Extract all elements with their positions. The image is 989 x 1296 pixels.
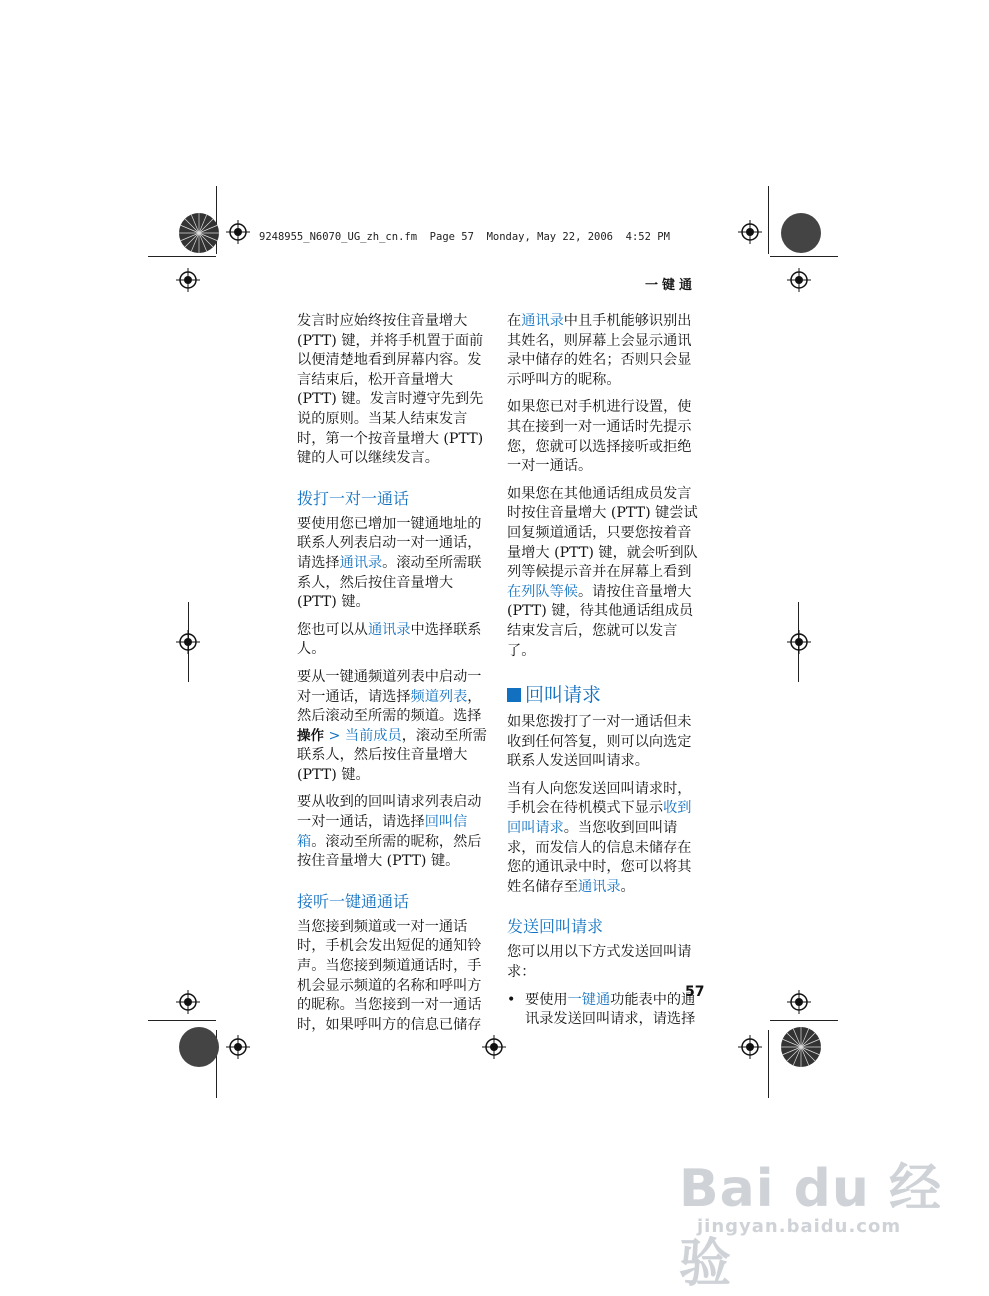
crop-mark <box>768 1030 769 1098</box>
paragraph <box>297 793 493 871</box>
paragraph <box>297 668 493 786</box>
registration-mark-icon <box>787 268 811 292</box>
text: 中选择联系人。 <box>297 621 482 658</box>
right-column <box>507 312 701 1038</box>
text: 。 <box>620 878 635 895</box>
watermark-url: jingyan.baidu.com <box>697 1216 902 1237</box>
link-contacts[interactable]: 通讯录 <box>367 621 411 638</box>
text: 要从一键通频道列表中启动一对一通话，请选择 <box>297 668 482 705</box>
file-info-header: 9248955_N6070_UG_zh_cn.fm Page 57 Monday, May 22, 2006 4:52 PM <box>259 231 670 243</box>
text: 。请按住音量增大 (PTT) 键，待其他通话组成员结束发言后，您就可以发言了。 <box>507 583 694 659</box>
paragraph <box>297 621 493 660</box>
menu-separator: > <box>324 727 345 744</box>
square-bullet-icon <box>507 688 521 702</box>
link-ptt[interactable]: 一键通 <box>567 991 611 1008</box>
sunburst-mark-icon <box>780 212 822 254</box>
text: 。滚动至所需的昵称，然后按住音量增大 (PTT) 键。 <box>297 833 482 870</box>
registration-mark-icon <box>176 990 200 1014</box>
registration-mark-icon <box>738 1035 762 1059</box>
paragraph: 如果您已对手机进行设置，使其在接到一对一通话时先提示您，您就可以选择接听或拒绝一对一通话。 <box>507 399 692 475</box>
watermark-brand: Bai du 经验 <box>679 1159 942 1294</box>
crop-mark <box>148 1020 216 1021</box>
paragraph <box>507 780 701 898</box>
link-callback-received[interactable]: 收到回叫请求 <box>507 800 692 837</box>
text: ，然后滚动至所需的频道。选择 <box>297 688 482 725</box>
bullet-icon: • <box>507 991 516 1008</box>
section-heading-one-to-one: 拨打一对一通话 <box>297 488 410 508</box>
link-channel-list[interactable]: 频道列表 <box>410 688 468 705</box>
sunburst-mark-icon <box>780 1026 822 1068</box>
text: 如果您在其他通话组成员发言时按住音量增大 (PTT) 键尝试回复频道通话，只要您按着音量增大 (PTT) 键，就会听到队列等候提示音并在屏幕上看到 <box>507 485 698 581</box>
text: 。滚动至所需联系人，然后按住音量增大 (PTT) 键。 <box>297 554 482 611</box>
heading-text: 回叫请求 <box>525 684 602 707</box>
paragraph: 发言时应始终按住音量增大 (PTT) 键，并将手机置于面前以便清楚地看到屏幕内容。发言结束后，松开音量增大 (PTT) 键。发言时遵守先到先说的原则。当某人结束发言时，第一个按音量增大 (PTT) 键的人可以继续发言。 <box>297 313 484 467</box>
paragraph <box>507 485 701 661</box>
paragraph: 当您接到频道或一对一通话时，手机会发出短促的通知铃声。当您接到频道通话时，手机会显示频道的名称和呼叫方的昵称。当您接到一对一通话时，如果呼叫方的信息已储存 <box>297 918 482 1033</box>
registration-mark-icon <box>226 220 250 244</box>
text: 要使用 <box>525 991 568 1008</box>
text: 当有人向您发送回叫请求时，手机会在待机模式下显示 <box>507 780 692 817</box>
registration-mark-icon <box>176 268 200 292</box>
section-heading-send-callback: 发送回叫请求 <box>507 917 604 937</box>
baidu-watermark <box>679 1146 969 1294</box>
link-contacts[interactable]: 通讯录 <box>521 313 564 329</box>
link-callback-inbox[interactable]: 回叫信箱 <box>297 814 468 850</box>
link-contacts[interactable]: 通讯录 <box>339 554 383 571</box>
text: 要从收到的回叫请求列表启动一对一通话，请选择 <box>297 794 482 831</box>
text: 您也可以从 <box>297 621 368 638</box>
registration-mark-icon <box>738 220 762 244</box>
sunburst-mark-icon <box>178 212 220 254</box>
link-current-members[interactable]: 当前成员 <box>344 727 402 744</box>
sunburst-mark-icon <box>178 1026 220 1068</box>
link-queued[interactable]: 在列队等候 <box>507 583 578 600</box>
text: 功能表中的通讯录发送回叫请求，请选择 <box>525 991 696 1028</box>
paragraph: 您可以用以下方式发送回叫请求： <box>507 944 692 981</box>
text: 要使用您已增加一键通地址的联系人列表启动一对一通话，请选择 <box>297 515 482 571</box>
paragraph <box>507 312 701 390</box>
text: 在 <box>507 313 522 329</box>
left-column <box>297 312 493 1043</box>
link-contacts[interactable]: 通讯录 <box>577 878 621 895</box>
crop-mark <box>770 1020 838 1021</box>
registration-mark-icon <box>176 630 200 654</box>
list-item <box>507 991 701 1030</box>
crop-mark <box>148 256 216 257</box>
crop-mark <box>768 186 769 254</box>
text: ，滚动至所需联系人，然后按住音量增大 (PTT) 键。 <box>297 727 487 783</box>
registration-mark-icon <box>787 630 811 654</box>
paragraph: 如果您拨打了一对一通话但未收到任何答复，则可以向选定联系人发送回叫请求。 <box>507 714 692 770</box>
crop-mark <box>770 256 838 257</box>
menu-options: 操作 <box>297 727 324 744</box>
registration-mark-icon <box>787 990 811 1014</box>
page-number: 57 <box>685 984 705 1000</box>
chapter-title: 一键通 <box>644 278 696 293</box>
registration-mark-icon <box>226 1035 250 1059</box>
section-heading-callback <box>507 683 701 707</box>
section-heading-receive: 接听一键通通话 <box>297 891 410 911</box>
text: 。当您收到回叫请求，而发信人的信息未储存在您的通讯录中时，您可以将其姓名储存至 <box>507 820 692 895</box>
text: 中且手机能够识别出其姓名，则屏幕上会显示通讯录中储存的姓名；否则只会显示呼叫方的昵称。 <box>507 313 692 388</box>
paragraph <box>297 515 493 613</box>
